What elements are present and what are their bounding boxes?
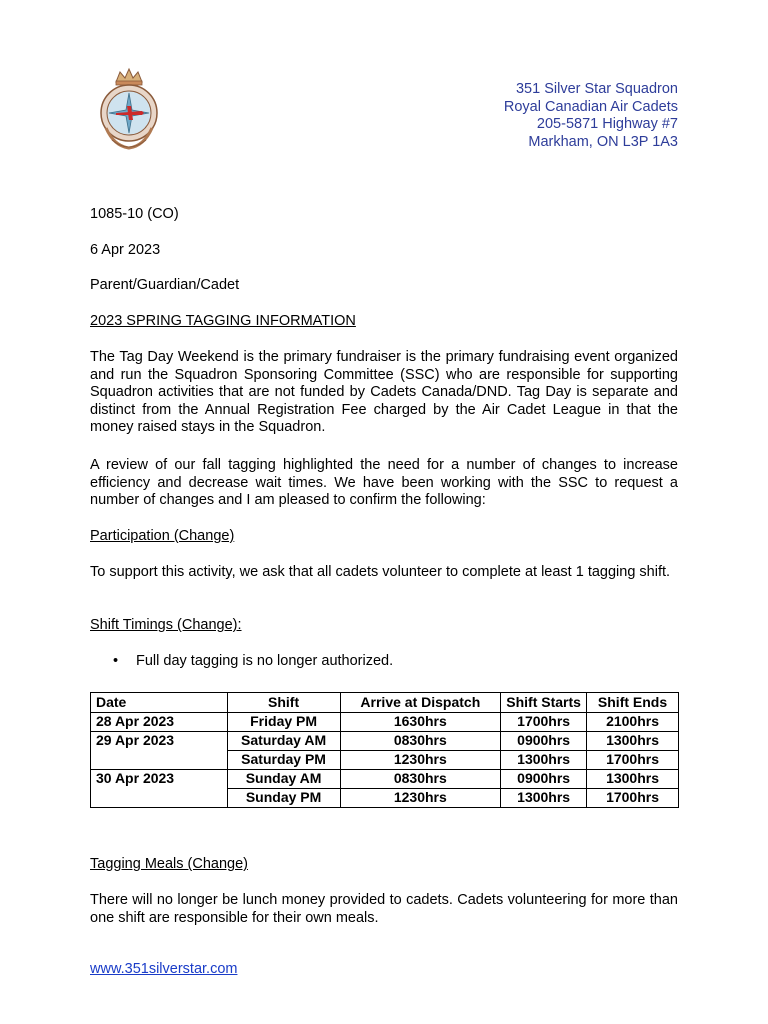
meals-paragraph: There will no longer be lunch money provided to cadets. Cadets volunteering for more than one shift are responsible for their own meals. [90, 892, 678, 926]
salutation: Parent/Guardian/Cadet [90, 277, 240, 293]
cell-start: 1700hrs [501, 713, 587, 732]
column-header-shift: Shift [227, 693, 340, 713]
table-row [91, 732, 679, 751]
column-header-start: Shift Starts [501, 693, 587, 713]
cell-end: 1300hrs [587, 732, 679, 751]
table-row [91, 770, 679, 789]
cell-shift: Saturday PM [227, 751, 340, 770]
squadron-crest-logo [94, 66, 164, 156]
cell-start: 1300hrs [501, 751, 587, 770]
cell-arrive: 1230hrs [340, 789, 501, 808]
cell-arrive: 1230hrs [340, 751, 501, 770]
letter-date: 6 Apr 2023 [90, 242, 161, 258]
cell-shift: Saturday AM [227, 732, 340, 751]
table-row [91, 751, 679, 770]
sender-address [504, 81, 678, 151]
website-link[interactable]: www.351silverstar.com [90, 961, 238, 977]
cell-end: 1300hrs [587, 770, 679, 789]
cell-end: 1700hrs [587, 751, 679, 770]
letter-subject: 2023 SPRING TAGGING INFORMATION [90, 313, 356, 329]
address-line-city: Markham, ON L3P 1A3 [528, 133, 678, 150]
cell-start: 0900hrs [501, 732, 587, 751]
shift-timings-heading: Shift Timings (Change): [90, 617, 242, 633]
cell-start: 1300hrs [501, 789, 587, 808]
cell-arrive: 0830hrs [340, 732, 501, 751]
participation-heading: Participation (Change) [90, 528, 235, 544]
table-row [91, 713, 679, 732]
bullet-icon: • [113, 653, 119, 669]
address-line-squadron: 351 Silver Star Squadron [515, 81, 678, 97]
cell-date: 28 Apr 2023 [91, 713, 228, 732]
shift-schedule-table [90, 692, 679, 808]
cell-end: 2100hrs [587, 713, 679, 732]
cell-date: 30 Apr 2023 [91, 770, 228, 789]
cell-arrive: 0830hrs [340, 770, 501, 789]
cell-shift: Friday PM [227, 713, 340, 732]
bullet-item: Full day tagging is no longer authorized. [136, 653, 394, 669]
intro-paragraph: The Tag Day Weekend is the primary fundraiser is the primary fundraising event organized and run the Squadron Sponsoring Committee (SSC) who are responsible for supporting Squadron activities that are not funded by Cadets Canada/DND. Tag Day is separate and distinct from the Annual Registration Fee charged by the Air Cadet League in that the money raised stays in the Squadron. [90, 349, 678, 435]
column-header-date: Date [91, 693, 228, 713]
participation-paragraph: To support this activity, we ask that all cadets volunteer to complete at least 1 tagging shift. [90, 564, 671, 580]
address-line-organization: Royal Canadian Air Cadets [503, 98, 678, 115]
cell-date [91, 789, 228, 808]
column-header-arrive: Arrive at Dispatch [340, 693, 501, 713]
cell-start: 0900hrs [501, 770, 587, 789]
cell-shift: Sunday PM [227, 789, 340, 808]
cell-date: 29 Apr 2023 [91, 732, 228, 751]
cell-date [91, 751, 228, 770]
cell-shift: Sunday AM [227, 770, 340, 789]
address-line-street: 205-5871 Highway #7 [536, 116, 678, 132]
cell-end: 1700hrs [587, 789, 679, 808]
table-row [91, 789, 679, 808]
table-header-row [91, 693, 679, 713]
review-paragraph: A review of our fall tagging highlighted the need for a number of changes to increase efficiency and decrease wait times. We have been working with the SSC to request a number of changes and I am pleased to confirm the following: [90, 457, 678, 508]
column-header-end: Shift Ends [587, 693, 679, 713]
file-reference: 1085-10 (CO) [90, 206, 179, 222]
meals-heading: Tagging Meals (Change) [90, 856, 248, 872]
cell-arrive: 1630hrs [340, 713, 501, 732]
